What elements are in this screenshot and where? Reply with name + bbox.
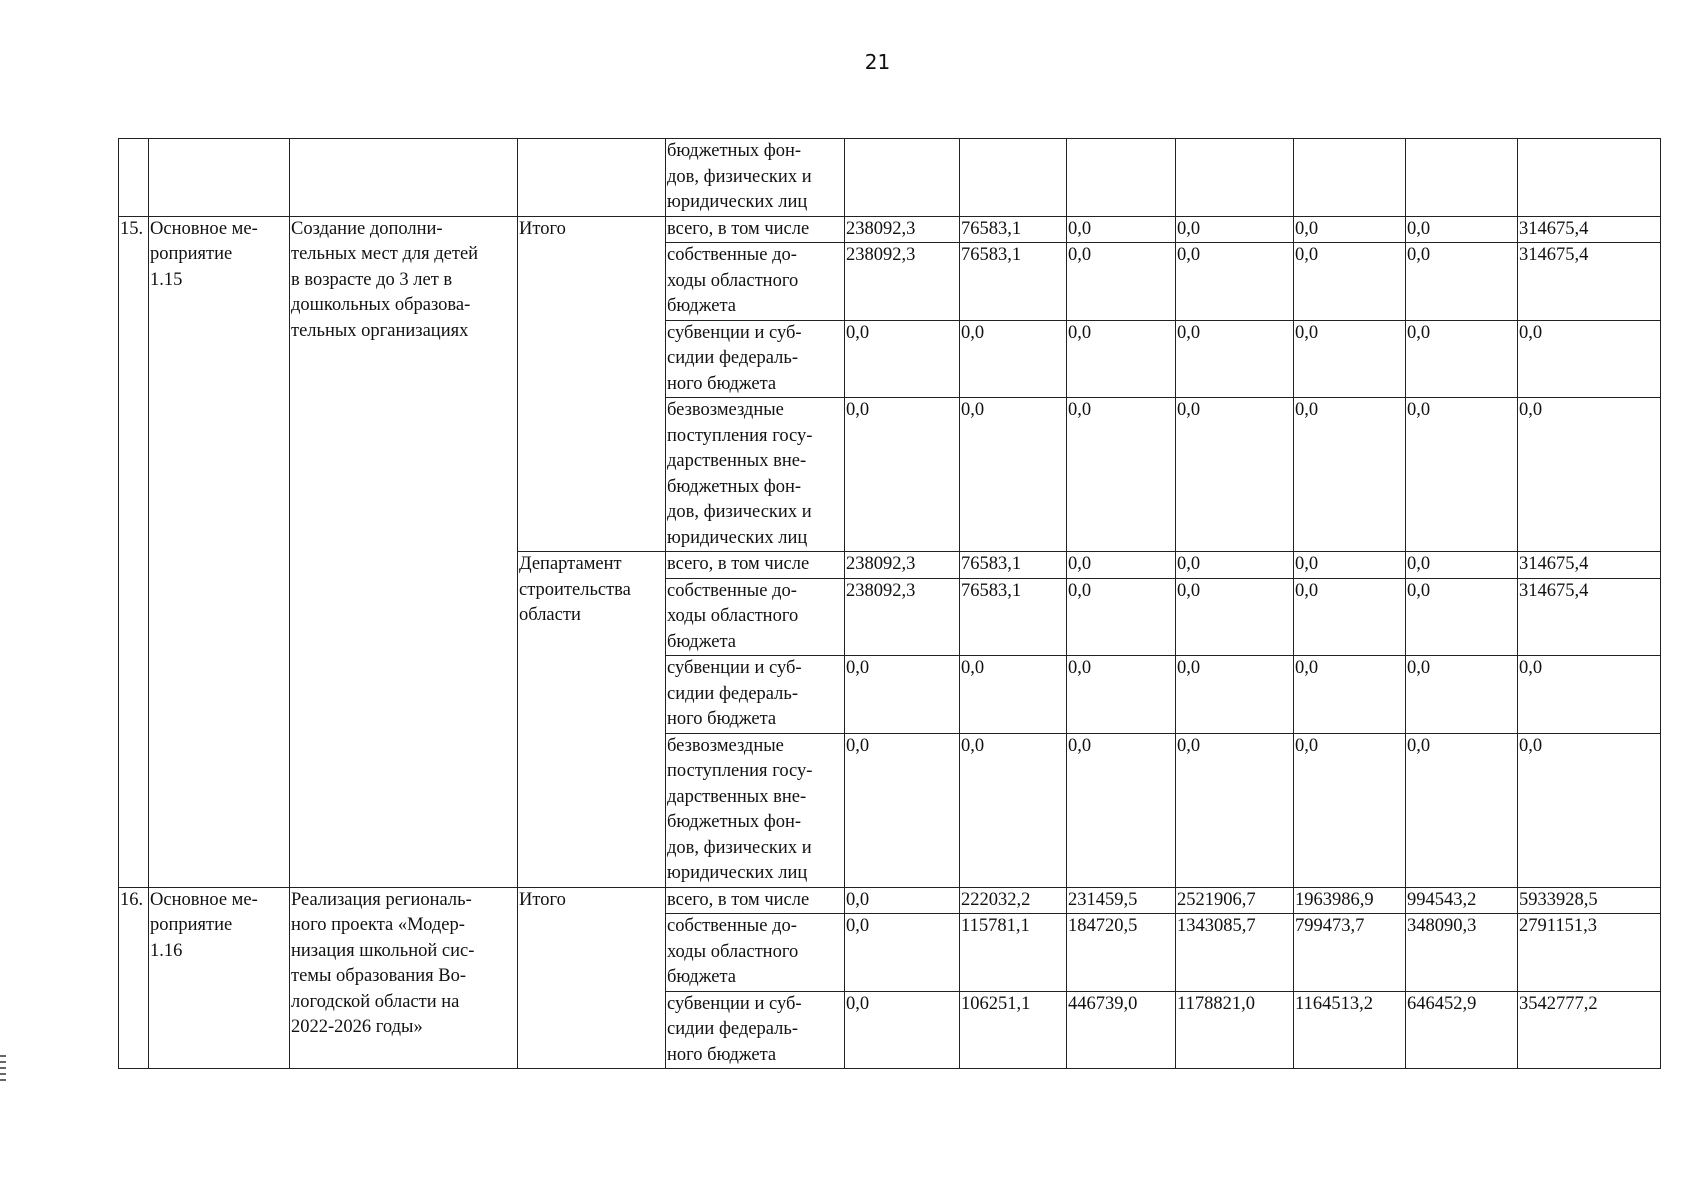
value-cell: 0,0 — [1176, 552, 1294, 579]
value-cell: 76583,1 — [960, 216, 1067, 243]
value-cell: 0,0 — [1406, 243, 1518, 321]
value-cell: 1963986,9 — [1294, 887, 1406, 914]
value-cell: 0,0 — [1176, 656, 1294, 734]
value-cell: 0,0 — [1294, 656, 1406, 734]
empty-cell — [290, 139, 518, 217]
value-cell: 0,0 — [1518, 656, 1661, 734]
value-cell: 222032,2 — [960, 887, 1067, 914]
value-cell: 0,0 — [845, 398, 960, 552]
value-cell: 0,0 — [845, 320, 960, 398]
value-cell — [845, 139, 960, 217]
value-cell: 0,0 — [1176, 398, 1294, 552]
value-cell: 0,0 — [1406, 733, 1518, 887]
value-cell: 0,0 — [1176, 216, 1294, 243]
value-cell: 184720,5 — [1067, 914, 1176, 992]
value-cell: 0,0 — [845, 733, 960, 887]
value-cell: 0,0 — [1406, 656, 1518, 734]
value-cell: 0,0 — [960, 733, 1067, 887]
value-cell: 0,0 — [1176, 578, 1294, 656]
value-cell: 3542777,2 — [1518, 991, 1661, 1069]
value-cell: 0,0 — [1176, 733, 1294, 887]
value-cell: 0,0 — [1067, 216, 1176, 243]
value-cell: 0,0 — [1294, 320, 1406, 398]
value-cell: 238092,3 — [845, 578, 960, 656]
value-cell: 0,0 — [1067, 398, 1176, 552]
value-cell: 0,0 — [845, 914, 960, 992]
funding-source-cell: субвенции и суб- сидии федераль- ного бюджета — [666, 991, 845, 1069]
table-row — [119, 216, 1661, 243]
value-cell: 1164513,2 — [1294, 991, 1406, 1069]
value-cell: 0,0 — [1406, 552, 1518, 579]
value-cell: 0,0 — [960, 398, 1067, 552]
executor-cell: Итого — [518, 887, 666, 1069]
value-cell: 0,0 — [1067, 552, 1176, 579]
value-cell: 799473,7 — [1294, 914, 1406, 992]
value-cell: 115781,1 — [960, 914, 1067, 992]
empty-cell — [149, 139, 290, 217]
value-cell: 0,0 — [1406, 320, 1518, 398]
executor-cell: Итого — [518, 216, 666, 552]
value-cell: 0,0 — [1176, 320, 1294, 398]
value-cell: 446739,0 — [1067, 991, 1176, 1069]
value-cell: 646452,9 — [1406, 991, 1518, 1069]
value-cell — [1518, 139, 1661, 217]
row-number-cell: 15. — [119, 216, 149, 887]
activity-title-cell: Создание дополни- тельных мест для детей в возрасте до 3 лет в дошкольных образова- тельных организациях — [290, 216, 518, 887]
value-cell: 0,0 — [1294, 398, 1406, 552]
value-cell — [960, 139, 1067, 217]
value-cell: 76583,1 — [960, 552, 1067, 579]
value-cell: 0,0 — [1294, 578, 1406, 656]
value-cell: 314675,4 — [1518, 216, 1661, 243]
value-cell: 0,0 — [1067, 733, 1176, 887]
value-cell: 0,0 — [845, 656, 960, 734]
value-cell: 0,0 — [1176, 243, 1294, 321]
value-cell: 2521906,7 — [1176, 887, 1294, 914]
empty-cell — [119, 139, 149, 217]
value-cell: 0,0 — [1406, 216, 1518, 243]
value-cell: 0,0 — [1294, 733, 1406, 887]
value-cell: 1178821,0 — [1176, 991, 1294, 1069]
value-cell: 0,0 — [960, 320, 1067, 398]
budget-table-wrapper — [118, 138, 1661, 1069]
value-cell: 0,0 — [845, 991, 960, 1069]
activity-cell: Основное ме- роприятие 1.16 — [149, 887, 290, 1069]
table-row — [119, 139, 1661, 217]
value-cell: 238092,3 — [845, 552, 960, 579]
value-cell: 238092,3 — [845, 243, 960, 321]
value-cell: 0,0 — [1067, 243, 1176, 321]
value-cell: 106251,1 — [960, 991, 1067, 1069]
value-cell: 76583,1 — [960, 243, 1067, 321]
value-cell — [1406, 139, 1518, 217]
budget-table — [118, 138, 1661, 1069]
value-cell: 348090,3 — [1406, 914, 1518, 992]
value-cell: 0,0 — [1406, 578, 1518, 656]
value-cell: 2791151,3 — [1518, 914, 1661, 992]
value-cell: 0,0 — [1067, 656, 1176, 734]
value-cell: 0,0 — [960, 656, 1067, 734]
value-cell: 1343085,7 — [1176, 914, 1294, 992]
value-cell: 0,0 — [845, 887, 960, 914]
value-cell: 0,0 — [1294, 216, 1406, 243]
funding-source-cell: субвенции и суб- сидии федераль- ного бюджета — [666, 656, 845, 734]
value-cell — [1067, 139, 1176, 217]
empty-cell — [518, 139, 666, 217]
value-cell — [1176, 139, 1294, 217]
value-cell: 0,0 — [1294, 552, 1406, 579]
value-cell: 76583,1 — [960, 578, 1067, 656]
value-cell: 238092,3 — [845, 216, 960, 243]
executor-cell: Департамент строительства области — [518, 552, 666, 888]
value-cell: 314675,4 — [1518, 578, 1661, 656]
funding-source-cell: безвозмездные поступления госу- дарственных вне- бюджетных фон- дов, физических и юридических лиц — [666, 398, 845, 552]
activity-title-cell: Реализация региональ- ного проекта «Модер- низация школьной сис- темы образования Во- логодской области на 2022-2026 годы» — [290, 887, 518, 1069]
activity-cell: Основное ме- роприятие 1.15 — [149, 216, 290, 887]
value-cell: 314675,4 — [1518, 243, 1661, 321]
value-cell: 0,0 — [1067, 578, 1176, 656]
row-number-cell: 16. — [119, 887, 149, 1069]
funding-source-cell: всего, в том числе — [666, 216, 845, 243]
value-cell: 0,0 — [1518, 398, 1661, 552]
funding-source-cell: безвозмездные поступления госу- дарственных вне- бюджетных фон- дов, физических и юридических лиц — [666, 733, 845, 887]
funding-source-cell: субвенции и суб- сидии федераль- ного бюджета — [666, 320, 845, 398]
scan-edge-marks — [0, 1055, 6, 1085]
funding-source-cell: собственные до- ходы областного бюджета — [666, 914, 845, 992]
value-cell: 0,0 — [1067, 320, 1176, 398]
value-cell: 314675,4 — [1518, 552, 1661, 579]
funding-source-cell: собственные до- ходы областного бюджета — [666, 243, 845, 321]
value-cell — [1294, 139, 1406, 217]
funding-source-cell: всего, в том числе — [666, 887, 845, 914]
value-cell: 0,0 — [1406, 398, 1518, 552]
table-row — [119, 887, 1661, 914]
funding-source-cell: бюджетных фон- дов, физических и юридических лиц — [666, 139, 845, 217]
funding-source-cell: всего, в том числе — [666, 552, 845, 579]
page-number: 21 — [864, 50, 891, 74]
funding-source-cell: собственные до- ходы областного бюджета — [666, 578, 845, 656]
value-cell: 0,0 — [1518, 320, 1661, 398]
value-cell: 0,0 — [1518, 733, 1661, 887]
value-cell: 5933928,5 — [1518, 887, 1661, 914]
value-cell: 231459,5 — [1067, 887, 1176, 914]
value-cell: 0,0 — [1294, 243, 1406, 321]
value-cell: 994543,2 — [1406, 887, 1518, 914]
